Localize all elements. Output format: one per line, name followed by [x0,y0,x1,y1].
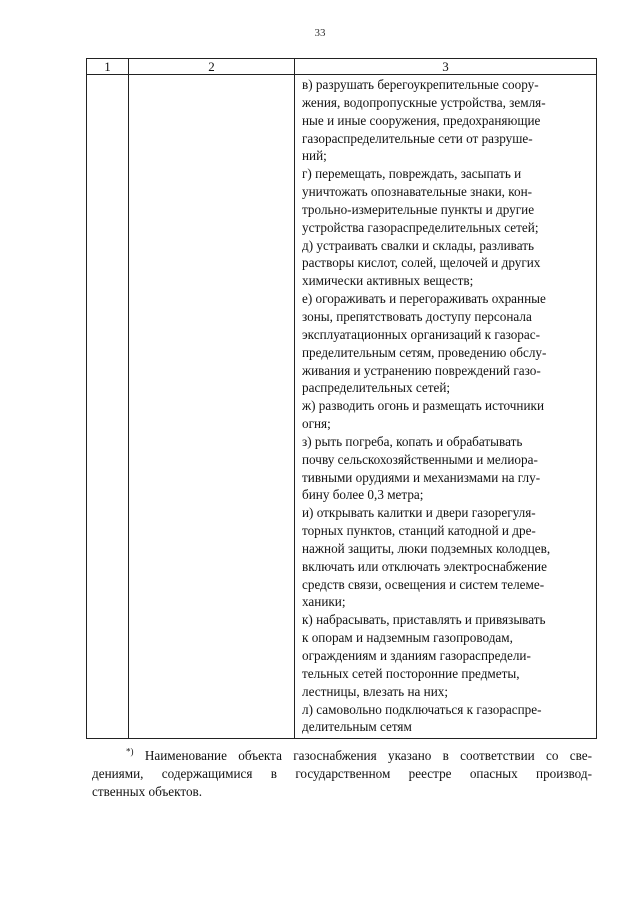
footnote-line-1 [92,747,592,765]
prohibition-line: уничтожать опознавательные знаки, кон- [302,184,533,200]
prohibition-line: з) рыть погреба, копать и обрабатывать [302,433,523,449]
prohibition-line: ханики; [302,594,346,610]
footnote [92,747,592,801]
prohibition-line: нажной защиты, люки подземных колодцев, [302,540,551,556]
prohibition-line: к) набрасывать, приставлять и привязывать [302,612,546,628]
prohibition-line: и) открывать калитки и двери газорегуля- [302,505,536,521]
prohibition-line: распределительных сетей; [302,380,451,396]
prohibition-line: газораспределительные сети от разруше- [302,130,533,146]
prohibition-line: ограждениям и зданиям газораспредели- [302,648,531,663]
prohibition-line: почву сельскохозяйственными и мелиора- [302,451,538,467]
table-cell-col2 [129,75,295,739]
prohibition-line: жения, водопропускные устройства, земля- [302,94,546,110]
footnote-line-2: дениями, содержащимися в государственном реестре опасных производ- [92,766,592,781]
prohibition-line: е) огораживать и перегораживать охранные [302,291,546,307]
prohibition-line: лестницы, влезать на них; [302,683,449,699]
prohibition-line: ж) разводить огонь и размещать источники [302,398,545,414]
prohibition-line: эксплуатационных организаций к газорас- [302,326,540,342]
footnote-marker: *) [126,746,134,757]
prohibition-line: тельных сетей посторонние предметы, [302,665,520,681]
prohibition-line: г) перемещать, повреждать, засыпать и [302,166,522,182]
prohibition-line: к опорам и надземным газопроводам, [302,630,513,646]
requirements-table [86,58,597,739]
prohibition-line: средств связи, освещения и систем телеме- [302,576,545,592]
prohibition-line: живания и устранению повреждений газо- [302,362,541,378]
prohibition-line: устройства газораспределительных сетей; [302,219,539,235]
table-row [87,75,597,739]
footnote-line-3: ственных объектов. [92,784,203,799]
column-header-3: 3 [295,59,597,75]
prohibitions-list [295,75,596,738]
prohibition-line: включать или отключать электроснабжение [302,558,547,574]
column-header-2: 2 [129,59,295,75]
prohibition-line: делительным сетям [302,719,412,735]
prohibition-line: трольно-измерительные пункты и другие [302,201,535,217]
footnote-text-1: Наименование объекта газоснабжения указано в соответствии со све- [144,748,592,763]
prohibition-line: ний; [302,148,327,164]
prohibition-line: химически активных веществ; [302,273,474,289]
page-number: 33 [314,27,326,39]
prohibition-line: д) устраивать свалки и склады, разливать [302,237,534,253]
prohibition-line: ные и иные сооружения, предохраняющие [302,112,541,128]
table-cell-col3 [295,75,597,739]
prohibition-line: в) разрушать берегоукрепительные соору- [302,77,539,92]
prohibition-line: торных пунктов, станций катодной и дре- [302,523,536,539]
prohibition-line: огня; [302,416,331,432]
table-cell-col1 [87,75,129,739]
prohibition-line: л) самовольно подключаться к газораспре- [302,701,542,717]
prohibition-line: тивными орудиями и механизмами на глу- [302,469,541,485]
table-header-row [87,59,597,75]
prohibition-line: зоны, препятствовать доступу персонала [302,308,532,324]
column-header-1: 1 [87,59,129,75]
prohibition-line: бину более 0,3 метра; [302,487,424,503]
prohibition-line: пределительным сетям, проведению обслу- [302,344,547,360]
prohibition-line: растворы кислот, солей, щелочей и других [302,255,541,271]
